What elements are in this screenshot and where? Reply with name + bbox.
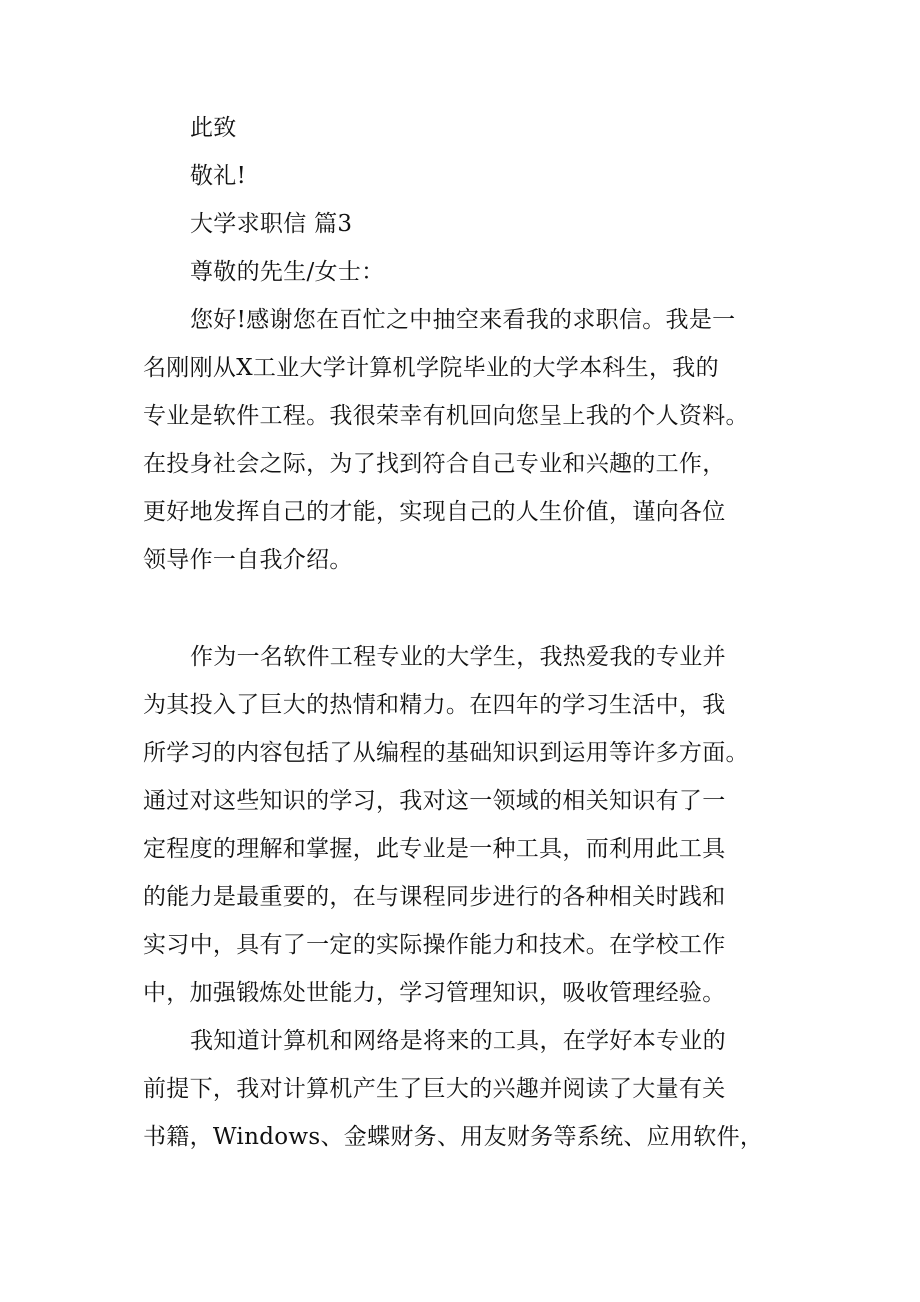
closing-line-1: 此致 [190, 115, 237, 141]
paragraph-2-line: 实习中，具有了一定的实际操作能力和技术。在学校工作 [143, 932, 726, 958]
paragraph-3-line: 书籍，Windows、金蝶财务、用友财务等系统、应用软件， [143, 1124, 764, 1150]
salutation: 尊敬的先生/女士： [190, 259, 385, 285]
paragraph-2-line: 作为一名软件工程专业的大学生，我热爱我的专业并 [190, 644, 726, 670]
paragraph-2-line: 中，加强锻炼处世能力，学习管理知识，吸收管理经验。 [143, 980, 726, 1006]
paragraph-2-line: 为其投入了巨大的热情和精力。在四年的学习生活中，我 [143, 692, 726, 718]
paragraph-1-line: 更好地发挥自己的才能，实现自己的人生价值，谨向各位 [143, 499, 726, 525]
paragraph-1-line: 专业是软件工程。我很荣幸有机回向您呈上我的个人资料。 [143, 403, 749, 429]
paragraph-1-line: 您好!感谢您在百忙之中抽空来看我的求职信。我是一 [190, 307, 736, 333]
section-title: 大学求职信 篇3 [190, 211, 353, 237]
paragraph-2-line: 定程度的理解和掌握，此专业是一种工具，而利用此工具 [143, 836, 726, 862]
paragraph-2-line: 通过对这些知识的学习，我对这一领域的相关知识有了一 [143, 788, 726, 814]
paragraph-2-line: 所学习的内容包括了从编程的基础知识到运用等许多方面。 [143, 740, 749, 766]
closing-line-2: 敬礼! [190, 163, 247, 189]
paragraph-2-line: 的能力是最重要的，在与课程同步进行的各种相关时践和 [143, 884, 726, 910]
paragraph-1-line: 名刚刚从X工业大学计算机学院毕业的大学本科生，我的 [143, 355, 719, 381]
paragraph-3-line: 我知道计算机和网络是将来的工具，在学好本专业的 [190, 1028, 726, 1054]
paragraph-1-line: 在投身社会之际，为了找到符合自己专业和兴趣的工作， [143, 451, 726, 477]
paragraph-3-line: 前提下，我对计算机产生了巨大的兴趣并阅读了大量有关 [143, 1076, 726, 1102]
paragraph-1-line: 领导作一自我介绍。 [143, 547, 353, 573]
